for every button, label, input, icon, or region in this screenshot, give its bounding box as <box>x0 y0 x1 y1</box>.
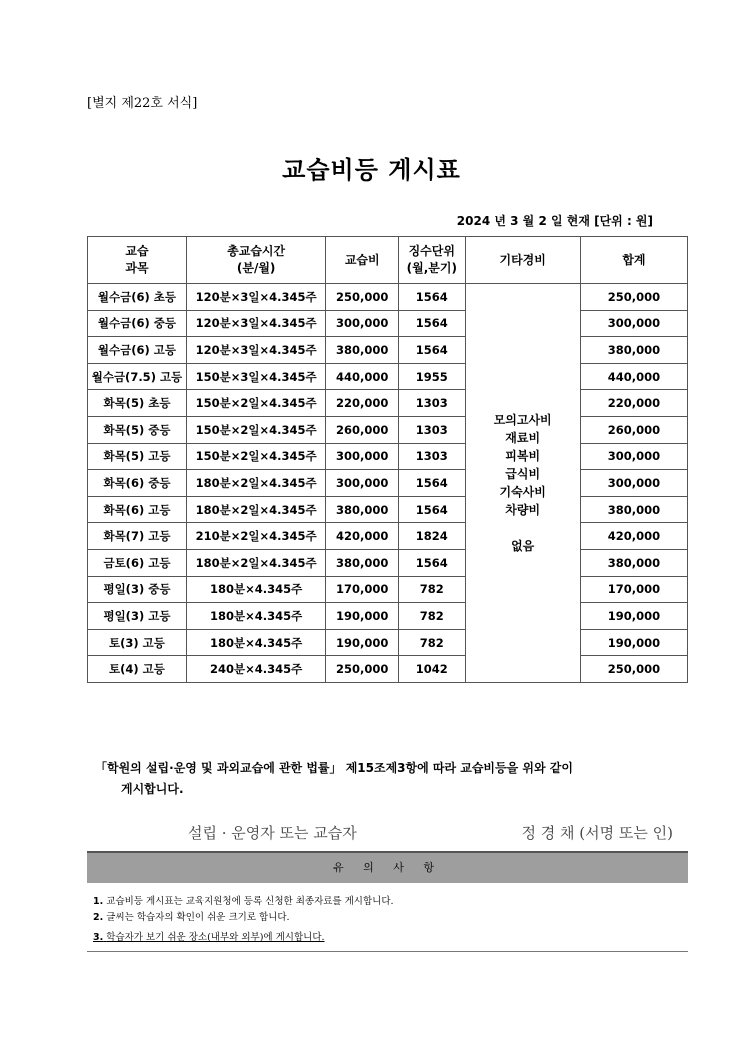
cell-total-time: 120분×3일×4.345주 <box>186 284 325 311</box>
table-row <box>88 416 688 443</box>
caution-number: 2. <box>93 912 104 923</box>
header-other: 기타경비 <box>465 237 580 284</box>
cell-subject: 평일(3) 중등 <box>88 576 187 603</box>
cell-total: 190,000 <box>580 629 687 656</box>
cell-fee: 170,000 <box>326 576 399 603</box>
cell-total: 250,000 <box>580 656 687 683</box>
cell-fee: 380,000 <box>326 549 399 576</box>
cell-total-time: 150분×2일×4.345주 <box>186 443 325 470</box>
cell-fee: 420,000 <box>326 523 399 550</box>
other-expense-item: 피복비 <box>505 448 541 463</box>
cell-fee: 300,000 <box>326 470 399 497</box>
cell-total-time: 150분×3일×4.345주 <box>186 363 325 390</box>
cell-total: 250,000 <box>580 284 687 311</box>
cell-other-expenses <box>465 284 580 683</box>
cell-unit: 1303 <box>399 443 465 470</box>
cell-total: 170,000 <box>580 576 687 603</box>
cell-total: 300,000 <box>580 443 687 470</box>
date-unit-line: 2024 년 3 월 2 일 현재 [단위 : 원] <box>456 214 653 228</box>
cell-subject: 화목(5) 고등 <box>88 443 187 470</box>
cell-fee: 300,000 <box>326 310 399 337</box>
cell-total-time: 180분×2일×4.345주 <box>186 549 325 576</box>
header-total: 합계 <box>580 237 687 284</box>
caution-list <box>87 883 688 952</box>
table-row <box>88 390 688 417</box>
cell-total-time: 210분×2일×4.345주 <box>186 523 325 550</box>
caution-text: 글씨는 학습자의 확인이 쉬운 크기로 합니다. <box>106 912 290 923</box>
cell-unit: 1564 <box>399 549 465 576</box>
cell-total: 440,000 <box>580 363 687 390</box>
cell-fee: 250,000 <box>326 284 399 311</box>
cell-total-time: 150분×2일×4.345주 <box>186 390 325 417</box>
cell-total: 300,000 <box>580 470 687 497</box>
cell-total: 420,000 <box>580 523 687 550</box>
cell-subject: 화목(5) 초등 <box>88 390 187 417</box>
signature-name: 정 경 채 (서명 또는 인) <box>521 824 673 842</box>
caution-item-3 <box>93 929 325 943</box>
caution-number: 1. <box>93 896 104 907</box>
header-fee: 교습비 <box>326 237 399 284</box>
cell-total-time: 150분×2일×4.345주 <box>186 416 325 443</box>
table-row <box>88 629 688 656</box>
cell-subject: 화목(6) 중등 <box>88 470 187 497</box>
cell-total-time: 240분×4.345주 <box>186 656 325 683</box>
table-row <box>88 470 688 497</box>
cell-subject: 화목(6) 고등 <box>88 496 187 523</box>
caution-text: 학습자가 보기 쉬운 장소(내부와 외부)에 게시합니다. <box>106 932 325 943</box>
cell-total: 380,000 <box>580 337 687 364</box>
cell-total-time: 180분×2일×4.345주 <box>186 470 325 497</box>
caution-number: 3. <box>93 932 104 943</box>
cell-fee: 300,000 <box>326 443 399 470</box>
other-expense-item: 급식비 <box>505 466 541 481</box>
cell-unit: 782 <box>399 576 465 603</box>
cell-unit: 1564 <box>399 470 465 497</box>
form-number: [별지 제22호 서식] <box>87 96 198 111</box>
cell-subject: 월수금(6) 고등 <box>88 337 187 364</box>
cell-fee: 380,000 <box>326 496 399 523</box>
cell-unit: 1303 <box>399 416 465 443</box>
table-row <box>88 310 688 337</box>
cell-unit: 1564 <box>399 284 465 311</box>
table-row <box>88 656 688 683</box>
table-row <box>88 603 688 630</box>
cell-unit: 1564 <box>399 496 465 523</box>
table-row <box>88 443 688 470</box>
table-row <box>88 284 688 311</box>
header-total-time: 총교습시간 (분/월) <box>186 237 325 284</box>
signature-label: 설립 · 운영자 또는 교습자 <box>188 824 357 842</box>
other-expense-item: 없음 <box>511 538 535 553</box>
other-expense-item <box>466 519 580 537</box>
cell-total: 380,000 <box>580 496 687 523</box>
cell-unit: 1042 <box>399 656 465 683</box>
cell-total: 220,000 <box>580 390 687 417</box>
cell-total-time: 120분×3일×4.345주 <box>186 337 325 364</box>
cell-total-time: 180분×4.345주 <box>186 629 325 656</box>
page-title: 교습비등 게시표 <box>282 156 461 184</box>
cell-total-time: 180분×2일×4.345주 <box>186 496 325 523</box>
cell-unit: 782 <box>399 629 465 656</box>
other-expense-item: 모의고사비 <box>493 412 552 427</box>
cell-unit: 1824 <box>399 523 465 550</box>
other-expense-item: 차량비 <box>505 502 541 517</box>
cell-fee: 250,000 <box>326 656 399 683</box>
cell-fee: 260,000 <box>326 416 399 443</box>
table-row <box>88 576 688 603</box>
cell-unit: 1303 <box>399 390 465 417</box>
cell-total: 260,000 <box>580 416 687 443</box>
cell-unit: 1955 <box>399 363 465 390</box>
caution-item-2 <box>93 909 290 923</box>
table-row <box>88 523 688 550</box>
cell-total-time: 180분×4.345주 <box>186 603 325 630</box>
caution-header: 유 의 사 항 <box>87 851 688 883</box>
cell-total-time: 180분×4.345주 <box>186 576 325 603</box>
cell-subject: 토(3) 고등 <box>88 629 187 656</box>
cell-subject: 평일(3) 고등 <box>88 603 187 630</box>
cell-unit: 1564 <box>399 310 465 337</box>
table-row <box>88 337 688 364</box>
fee-table <box>87 236 688 683</box>
cell-total: 190,000 <box>580 603 687 630</box>
caution-text: 교습비등 게시표는 교육지원청에 등록 신청한 최종자료를 게시합니다. <box>106 896 394 907</box>
notice-text <box>95 758 655 800</box>
cell-total: 300,000 <box>580 310 687 337</box>
table-row <box>88 549 688 576</box>
cell-fee: 190,000 <box>326 629 399 656</box>
cell-fee: 220,000 <box>326 390 399 417</box>
cell-total-time: 120분×3일×4.345주 <box>186 310 325 337</box>
cell-subject: 화목(7) 고등 <box>88 523 187 550</box>
notice-line-1: 「학원의 설립·운영 및 과외교습에 관한 법률」 제15조제3항에 따라 교습비등을 위와 같이 <box>95 761 573 775</box>
table-header-row <box>88 237 688 284</box>
notice-line-2: 게시합니다. <box>121 782 184 796</box>
cell-fee: 440,000 <box>326 363 399 390</box>
cell-subject: 월수금(6) 초등 <box>88 284 187 311</box>
cell-subject: 월수금(6) 중등 <box>88 310 187 337</box>
other-expense-item: 기숙사비 <box>499 484 546 499</box>
cell-unit: 1564 <box>399 337 465 364</box>
cell-total: 380,000 <box>580 549 687 576</box>
other-expense-item: 재료비 <box>505 430 541 445</box>
cell-subject: 월수금(7.5) 고등 <box>88 363 187 390</box>
header-subject: 교습 과목 <box>88 237 187 284</box>
caution-item-1 <box>93 893 394 907</box>
cell-unit: 782 <box>399 603 465 630</box>
table-row <box>88 496 688 523</box>
cell-subject: 토(4) 고등 <box>88 656 187 683</box>
table-body <box>88 284 688 683</box>
cell-fee: 190,000 <box>326 603 399 630</box>
table-row <box>88 363 688 390</box>
cell-fee: 380,000 <box>326 337 399 364</box>
cell-subject: 화목(5) 중등 <box>88 416 187 443</box>
header-unit: 징수단위 (월,분기) <box>399 237 465 284</box>
cell-subject: 금토(6) 고등 <box>88 549 187 576</box>
